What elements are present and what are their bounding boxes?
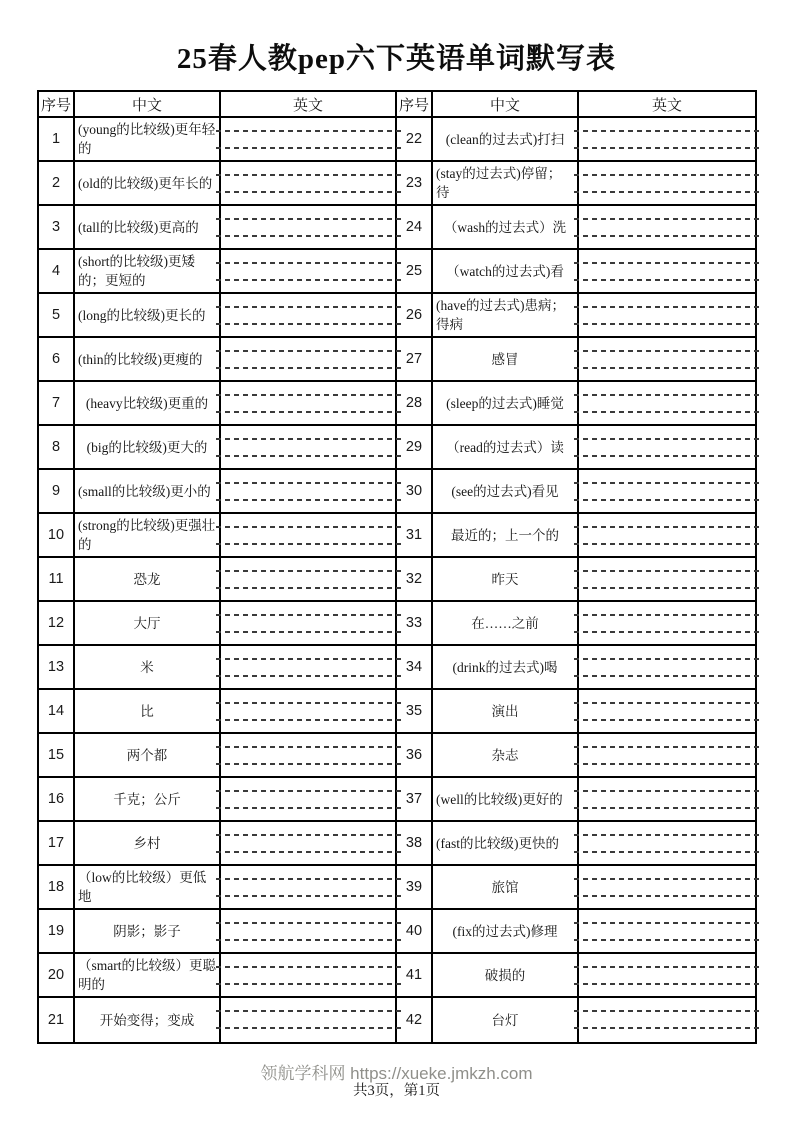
writing-dash-line <box>574 658 763 660</box>
writing-dash-line <box>216 130 403 132</box>
writing-dash-line <box>216 851 403 853</box>
row-6-number: 6 <box>39 338 75 382</box>
row-5-number: 5 <box>39 294 75 338</box>
writing-dash-line <box>574 147 763 149</box>
row-15-english-blank <box>221 734 397 778</box>
row-10-chinese: (strong的比较级)更强壮的 <box>75 514 221 558</box>
writing-dash-line <box>216 174 403 176</box>
row-26-english-blank <box>579 294 755 338</box>
writing-dash-line <box>216 966 403 968</box>
writing-dash-line <box>216 790 403 792</box>
writing-dash-line <box>574 570 763 572</box>
writing-dash-line <box>574 895 763 897</box>
writing-dash-line <box>574 130 763 132</box>
writing-dash-line <box>216 350 403 352</box>
writing-dash-line <box>574 526 763 528</box>
writing-dash-line <box>216 367 403 369</box>
row-29-number: 29 <box>397 426 433 470</box>
row-14-english-blank <box>221 690 397 734</box>
writing-dash-line <box>216 658 403 660</box>
writing-dash-line <box>574 350 763 352</box>
writing-dash-line <box>574 719 763 721</box>
row-7-number: 7 <box>39 382 75 426</box>
row-8-chinese: (big的比较级)更大的 <box>75 426 221 470</box>
row-35-chinese: 演出 <box>433 690 579 734</box>
row-8-number: 8 <box>39 426 75 470</box>
row-4-english-blank <box>221 250 397 294</box>
row-11-number: 11 <box>39 558 75 602</box>
row-37-chinese: (well的比较级)更好的 <box>433 778 579 822</box>
writing-dash-line <box>216 939 403 941</box>
row-12-number: 12 <box>39 602 75 646</box>
header-number: 序号 <box>397 92 433 118</box>
writing-dash-line <box>574 878 763 880</box>
writing-dash-line <box>574 1027 763 1029</box>
row-26-number: 26 <box>397 294 433 338</box>
row-19-chinese: 阴影；影子 <box>75 910 221 954</box>
row-5-chinese: (long的比较级)更长的 <box>75 294 221 338</box>
row-40-chinese: (fix的过去式)修理 <box>433 910 579 954</box>
row-3-english-blank <box>221 206 397 250</box>
row-9-chinese: (small的比较级)更小的 <box>75 470 221 514</box>
row-1-english-blank <box>221 118 397 162</box>
page-footer <box>0 1064 793 1100</box>
row-19-number: 19 <box>39 910 75 954</box>
row-36-chinese: 杂志 <box>433 734 579 778</box>
writing-dash-line <box>574 1010 763 1012</box>
row-31-chinese: 最近的；上一个的 <box>433 514 579 558</box>
row-18-chinese: （low的比较级）更低地 <box>75 866 221 910</box>
writing-dash-line <box>574 482 763 484</box>
row-29-english-blank <box>579 426 755 470</box>
row-34-english-blank <box>579 646 755 690</box>
row-28-chinese: (sleep的过去式)睡觉 <box>433 382 579 426</box>
writing-dash-line <box>216 218 403 220</box>
row-40-number: 40 <box>397 910 433 954</box>
writing-dash-line <box>574 746 763 748</box>
writing-dash-line <box>574 191 763 193</box>
row-3-number: 3 <box>39 206 75 250</box>
writing-dash-line <box>574 218 763 220</box>
row-9-number: 9 <box>39 470 75 514</box>
row-1-number: 1 <box>39 118 75 162</box>
writing-dash-line <box>216 878 403 880</box>
writing-dash-line <box>574 543 763 545</box>
writing-dash-line <box>216 834 403 836</box>
row-34-number: 34 <box>397 646 433 690</box>
row-11-chinese: 恐龙 <box>75 558 221 602</box>
writing-dash-line <box>574 411 763 413</box>
row-16-english-blank <box>221 778 397 822</box>
row-8-english-blank <box>221 426 397 470</box>
row-30-chinese: (see的过去式)看见 <box>433 470 579 514</box>
writing-dash-line <box>216 614 403 616</box>
row-38-chinese: (fast的比较级)更快的 <box>433 822 579 866</box>
row-33-english-blank <box>579 602 755 646</box>
row-13-number: 13 <box>39 646 75 690</box>
writing-dash-line <box>216 482 403 484</box>
row-34-chinese: (drink的过去式)喝 <box>433 646 579 690</box>
writing-dash-line <box>574 367 763 369</box>
writing-dash-line <box>216 922 403 924</box>
writing-dash-line <box>216 746 403 748</box>
writing-dash-line <box>574 614 763 616</box>
row-25-english-blank <box>579 250 755 294</box>
writing-dash-line <box>216 675 403 677</box>
row-4-chinese: (short的比较级)更矮的；更短的 <box>75 250 221 294</box>
row-26-chinese: (have的过去式)患病；得病 <box>433 294 579 338</box>
row-23-number: 23 <box>397 162 433 206</box>
row-7-chinese: (heavy比较级)更重的 <box>75 382 221 426</box>
row-24-chinese: （wash的过去式）洗 <box>433 206 579 250</box>
writing-dash-line <box>216 323 403 325</box>
writing-dash-line <box>216 719 403 721</box>
row-41-english-blank <box>579 954 755 998</box>
row-27-number: 27 <box>397 338 433 382</box>
writing-dash-line <box>216 983 403 985</box>
row-17-chinese: 乡村 <box>75 822 221 866</box>
row-10-number: 10 <box>39 514 75 558</box>
row-29-chinese: （read的过去式）读 <box>433 426 579 470</box>
writing-dash-line <box>574 851 763 853</box>
writing-dash-line <box>216 702 403 704</box>
row-30-number: 30 <box>397 470 433 514</box>
row-30-english-blank <box>579 470 755 514</box>
row-16-chinese: 千克；公斤 <box>75 778 221 822</box>
header-chinese: 中文 <box>75 92 221 118</box>
row-2-english-blank <box>221 162 397 206</box>
writing-dash-line <box>216 191 403 193</box>
row-35-english-blank <box>579 690 755 734</box>
writing-dash-line <box>574 455 763 457</box>
row-18-number: 18 <box>39 866 75 910</box>
writing-dash-line <box>574 922 763 924</box>
row-20-english-blank <box>221 954 397 998</box>
row-38-english-blank <box>579 822 755 866</box>
row-31-number: 31 <box>397 514 433 558</box>
row-6-chinese: (thin的比较级)更瘦的 <box>75 338 221 382</box>
row-7-english-blank <box>221 382 397 426</box>
row-21-english-blank <box>221 998 397 1042</box>
row-3-chinese: (tall的比较级)更高的 <box>75 206 221 250</box>
writing-dash-line <box>574 631 763 633</box>
writing-dash-line <box>574 499 763 501</box>
writing-dash-line <box>574 174 763 176</box>
row-10-english-blank <box>221 514 397 558</box>
row-20-number: 20 <box>39 954 75 998</box>
row-32-chinese: 昨天 <box>433 558 579 602</box>
writing-dash-line <box>574 939 763 941</box>
row-2-chinese: (old的比较级)更年长的 <box>75 162 221 206</box>
row-28-english-blank <box>579 382 755 426</box>
writing-dash-line <box>216 526 403 528</box>
writing-dash-line <box>216 763 403 765</box>
row-28-number: 28 <box>397 382 433 426</box>
row-42-number: 42 <box>397 998 433 1042</box>
writing-dash-line <box>216 631 403 633</box>
row-14-chinese: 比 <box>75 690 221 734</box>
row-25-number: 25 <box>397 250 433 294</box>
row-6-english-blank <box>221 338 397 382</box>
row-2-number: 2 <box>39 162 75 206</box>
writing-dash-line <box>216 807 403 809</box>
row-15-chinese: 两个都 <box>75 734 221 778</box>
writing-dash-line <box>216 279 403 281</box>
row-36-english-blank <box>579 734 755 778</box>
row-11-english-blank <box>221 558 397 602</box>
row-22-english-blank <box>579 118 755 162</box>
page-title: 25春人教pep六下英语单词默写表 <box>176 43 617 75</box>
row-24-number: 24 <box>397 206 433 250</box>
row-37-number: 37 <box>397 778 433 822</box>
row-36-number: 36 <box>397 734 433 778</box>
writing-dash-line <box>574 262 763 264</box>
writing-dash-line <box>574 807 763 809</box>
row-22-number: 22 <box>397 118 433 162</box>
writing-dash-line <box>574 702 763 704</box>
dictation-table <box>37 90 757 1044</box>
writing-dash-line <box>216 147 403 149</box>
writing-dash-line <box>216 411 403 413</box>
writing-dash-line <box>216 394 403 396</box>
writing-dash-line <box>216 499 403 501</box>
writing-dash-line <box>216 306 403 308</box>
row-40-english-blank <box>579 910 755 954</box>
row-42-chinese: 台灯 <box>433 998 579 1042</box>
writing-dash-line <box>216 895 403 897</box>
writing-dash-line <box>574 675 763 677</box>
writing-dash-line <box>574 966 763 968</box>
row-18-english-blank <box>221 866 397 910</box>
row-41-chinese: 破损的 <box>433 954 579 998</box>
header-number: 序号 <box>39 92 75 118</box>
footer-page-indicator: 共3页，第1页 <box>353 1083 440 1099</box>
writing-dash-line <box>216 543 403 545</box>
row-4-number: 4 <box>39 250 75 294</box>
row-27-english-blank <box>579 338 755 382</box>
row-14-number: 14 <box>39 690 75 734</box>
header-chinese: 中文 <box>433 92 579 118</box>
row-41-number: 41 <box>397 954 433 998</box>
row-9-english-blank <box>221 470 397 514</box>
row-17-english-blank <box>221 822 397 866</box>
writing-dash-line <box>574 763 763 765</box>
row-39-chinese: 旅馆 <box>433 866 579 910</box>
row-32-english-blank <box>579 558 755 602</box>
row-21-number: 21 <box>39 998 75 1042</box>
writing-dash-line <box>574 587 763 589</box>
row-21-chinese: 开始变得；变成 <box>75 998 221 1042</box>
row-24-english-blank <box>579 206 755 250</box>
writing-dash-line <box>216 235 403 237</box>
writing-dash-line <box>216 438 403 440</box>
row-39-english-blank <box>579 866 755 910</box>
writing-dash-line <box>574 834 763 836</box>
writing-dash-line <box>216 587 403 589</box>
header-english: 英文 <box>579 92 755 118</box>
writing-dash-line <box>574 394 763 396</box>
writing-dash-line <box>216 1010 403 1012</box>
row-13-english-blank <box>221 646 397 690</box>
row-17-number: 17 <box>39 822 75 866</box>
row-12-english-blank <box>221 602 397 646</box>
row-12-chinese: 大厅 <box>75 602 221 646</box>
header-english: 英文 <box>221 92 397 118</box>
row-39-number: 39 <box>397 866 433 910</box>
row-22-chinese: (clean的过去式)打扫 <box>433 118 579 162</box>
writing-dash-line <box>574 790 763 792</box>
row-32-number: 32 <box>397 558 433 602</box>
row-20-chinese: （smart的比较级）更聪明的 <box>75 954 221 998</box>
writing-dash-line <box>574 235 763 237</box>
row-37-english-blank <box>579 778 755 822</box>
writing-dash-line <box>574 306 763 308</box>
row-38-number: 38 <box>397 822 433 866</box>
row-5-english-blank <box>221 294 397 338</box>
row-35-number: 35 <box>397 690 433 734</box>
footer-site-link: 领航学科网 https://xueke.jmkzh.com <box>260 1064 533 1083</box>
writing-dash-line <box>574 279 763 281</box>
row-42-english-blank <box>579 998 755 1042</box>
row-33-number: 33 <box>397 602 433 646</box>
writing-dash-line <box>574 438 763 440</box>
row-16-number: 16 <box>39 778 75 822</box>
row-23-chinese: (stay的过去式)停留；待 <box>433 162 579 206</box>
writing-dash-line <box>574 983 763 985</box>
row-13-chinese: 米 <box>75 646 221 690</box>
row-27-chinese: 感冒 <box>433 338 579 382</box>
row-19-english-blank <box>221 910 397 954</box>
row-23-english-blank <box>579 162 755 206</box>
row-15-number: 15 <box>39 734 75 778</box>
writing-dash-line <box>574 323 763 325</box>
row-25-chinese: （watch的过去式)看 <box>433 250 579 294</box>
writing-dash-line <box>216 262 403 264</box>
writing-dash-line <box>216 455 403 457</box>
writing-dash-line <box>216 570 403 572</box>
row-33-chinese: 在……之前 <box>433 602 579 646</box>
writing-dash-line <box>216 1027 403 1029</box>
row-31-english-blank <box>579 514 755 558</box>
row-1-chinese: (young的比较级)更年轻的 <box>75 118 221 162</box>
